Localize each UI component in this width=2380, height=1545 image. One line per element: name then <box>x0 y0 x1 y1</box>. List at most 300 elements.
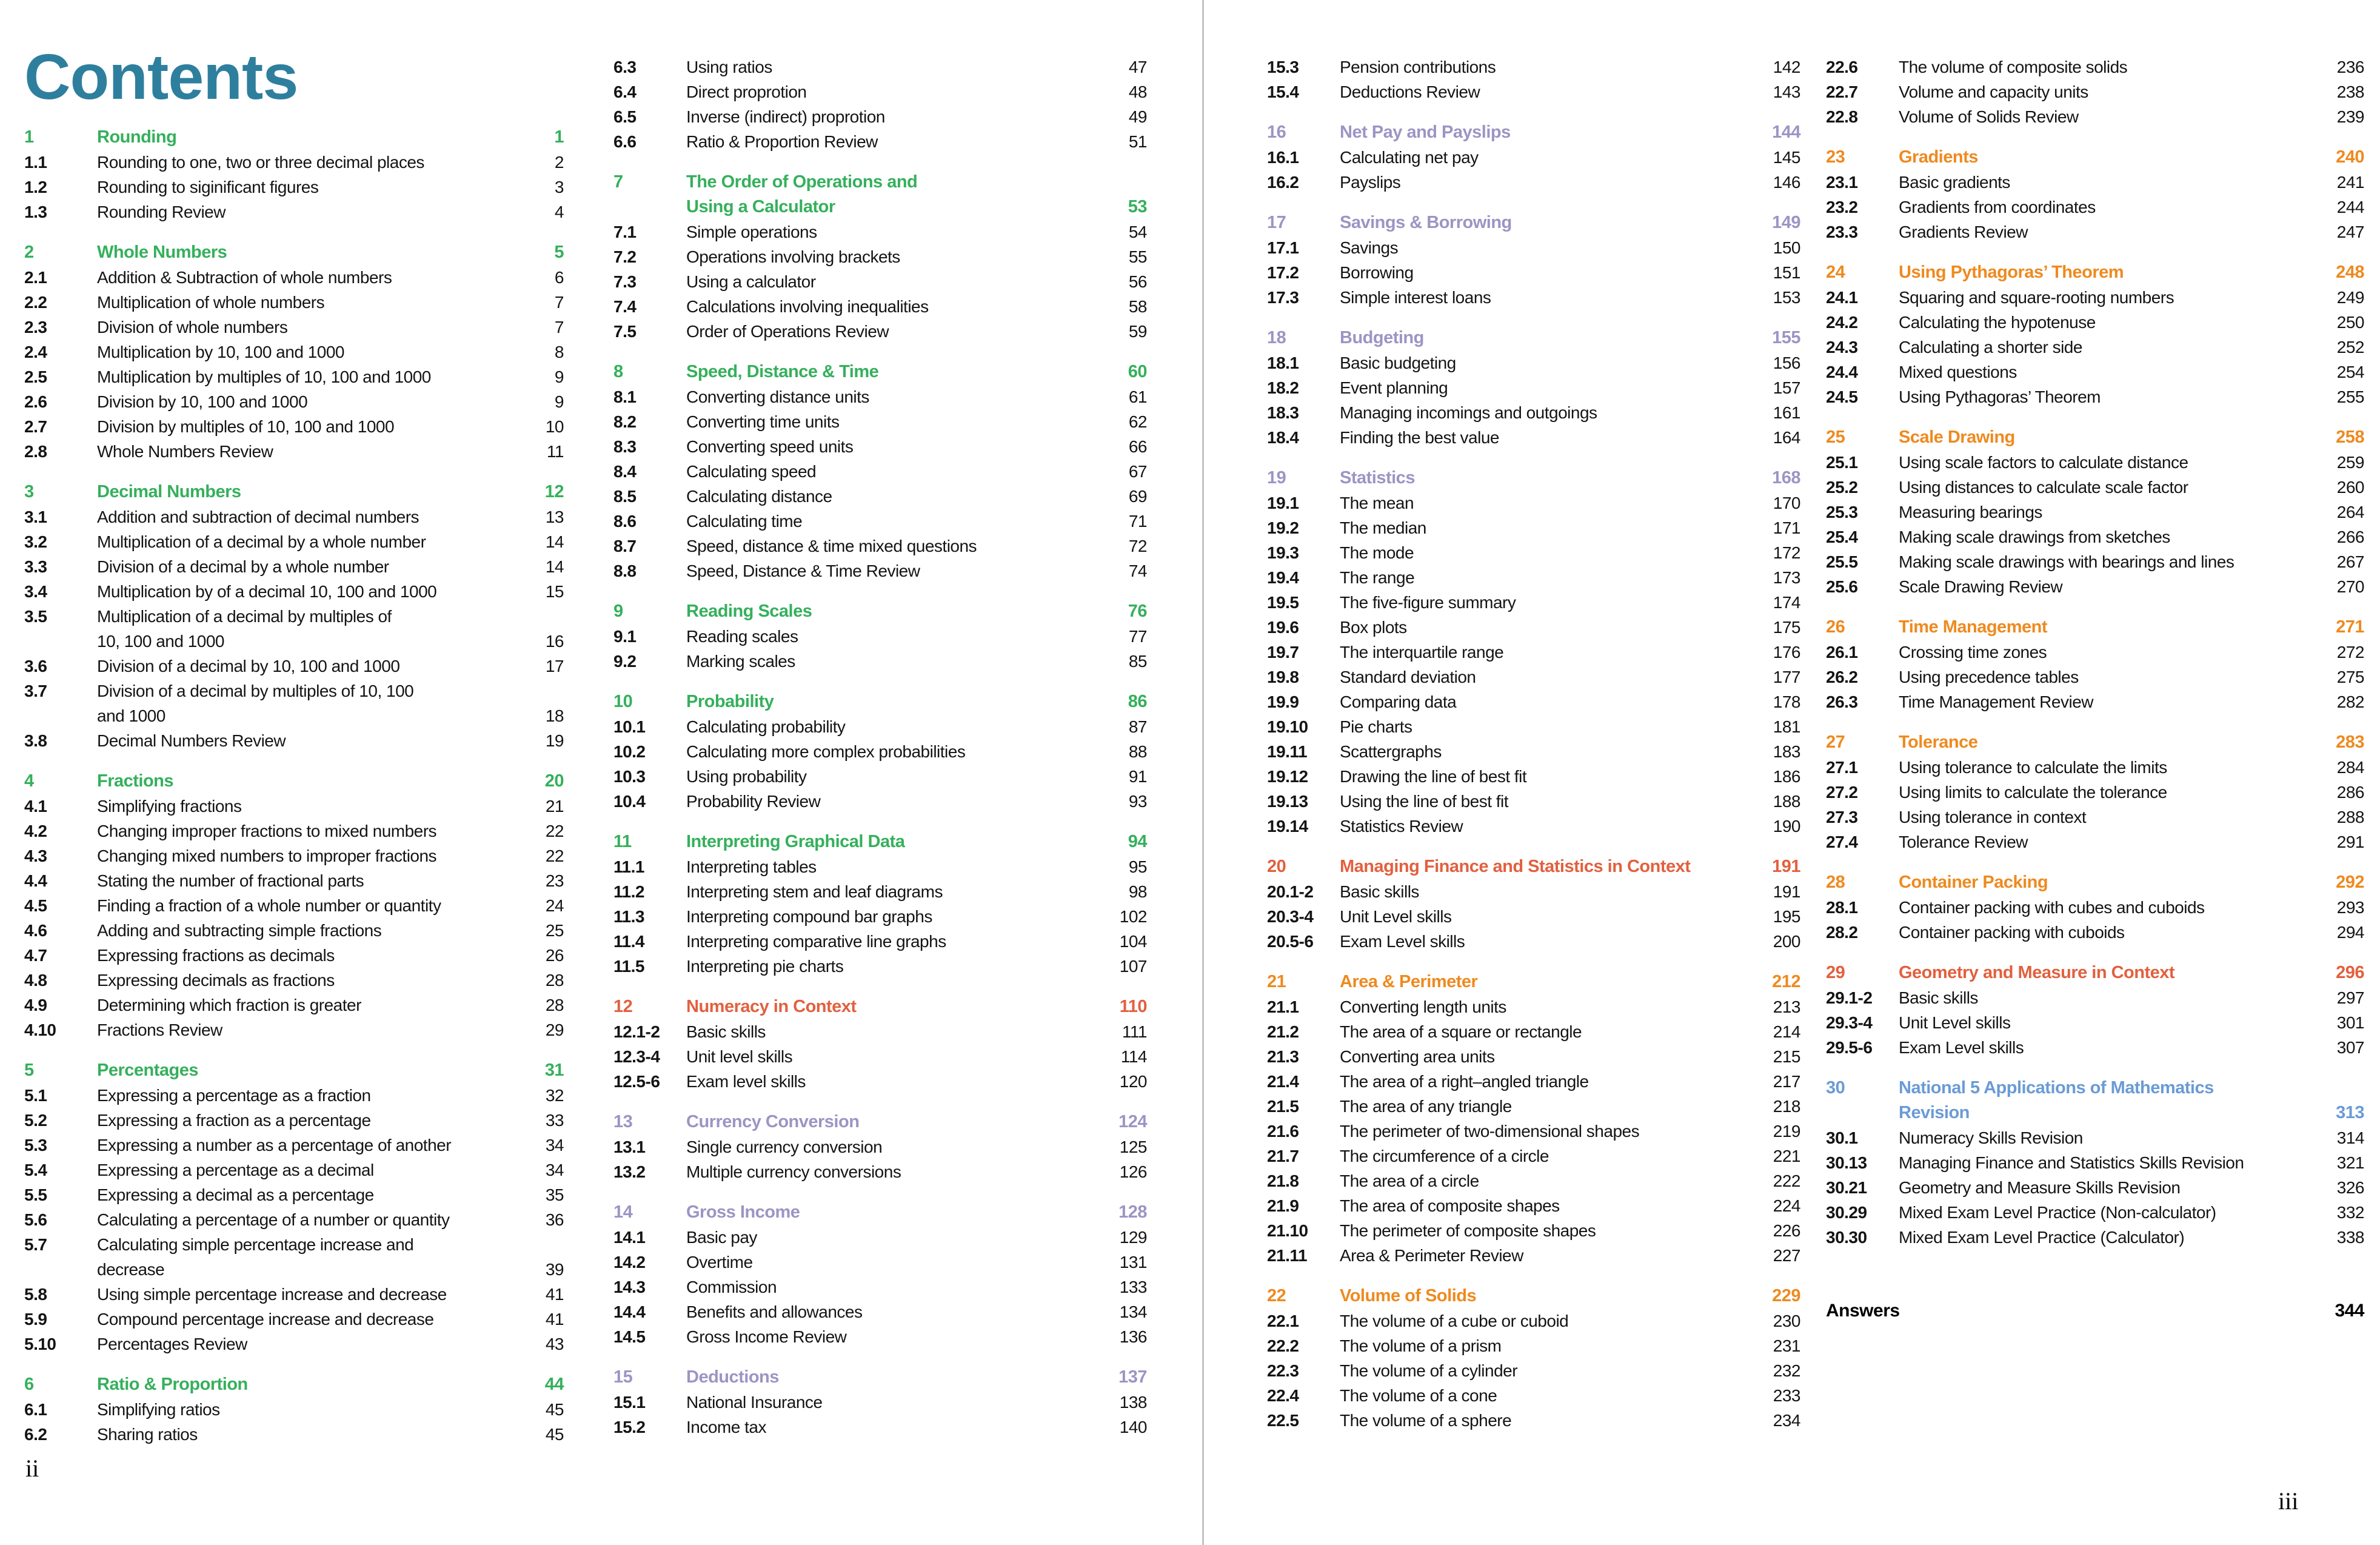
toc-item-row <box>1267 145 1800 170</box>
chapter-row-page: 20 <box>544 771 564 791</box>
toc-item-row <box>613 434 1147 459</box>
toc-item-row-number: 2.3 <box>24 318 47 337</box>
toc-item-row-page: 321 <box>2336 1153 2364 1172</box>
toc-item-row-number: 2.4 <box>24 343 47 361</box>
toc-item-row <box>24 794 564 819</box>
toc-item-row-page: 102 <box>1119 907 1147 926</box>
toc-item-row <box>1826 805 2364 829</box>
toc-item-row-page: 49 <box>1128 107 1147 126</box>
toc-item-row-number: 11.3 <box>613 907 644 926</box>
toc-item-row-title: Finding the best value <box>1340 428 1499 447</box>
toc-item-row-page: 264 <box>2336 503 2364 521</box>
toc-item-row-number: 15.1 <box>613 1393 646 1412</box>
toc-item-row-page: 69 <box>1128 487 1147 506</box>
toc-item-row <box>1267 1408 1800 1433</box>
toc-item-row-page: 55 <box>1128 247 1147 266</box>
toc-item-row-number: 3.6 <box>24 657 47 675</box>
toc-item-row-page: 177 <box>1773 668 1800 686</box>
toc-item-row-page: 227 <box>1773 1246 1800 1265</box>
toc-item-row-page: 51 <box>1128 132 1147 151</box>
toc-item-row-page: 87 <box>1128 717 1147 736</box>
toc-item-row-number: 24.3 <box>1826 338 1858 357</box>
toc-item-row-page: 217 <box>1773 1072 1800 1091</box>
toc-item-row-title: Converting area units <box>1340 1047 1495 1066</box>
chapter-row <box>1826 260 2364 285</box>
toc-item-row <box>613 1134 1147 1159</box>
toc-item-row <box>1267 689 1800 714</box>
toc-item-row <box>613 1069 1147 1094</box>
toc-item-row <box>24 579 564 604</box>
toc-item-row-number: 2.6 <box>24 392 47 411</box>
toc-item-row-title: Multiplication by 10, 100 and 1000 <box>97 343 344 361</box>
toc-item-row-title: Gradients Review <box>1899 223 2028 241</box>
toc-item-row-title: Using ratios <box>686 58 772 76</box>
toc-item-row-title: The five-figure summary <box>1340 593 1516 612</box>
chapter-row-page: 5 <box>554 243 564 262</box>
toc-item-row <box>1826 170 2364 195</box>
toc-item-row-number: 4.7 <box>24 946 47 965</box>
toc-item-row-title: Sharing ratios <box>97 1425 198 1444</box>
toc-item-row-title: Expressing a fraction as a percentage <box>97 1111 371 1130</box>
chapter-row-number: 15 <box>613 1367 633 1387</box>
toc-item-row-title: The volume of a cube or cuboid <box>1340 1312 1569 1330</box>
toc-item-row-title: Converting time units <box>686 412 840 431</box>
chapter-row-page: 44 <box>544 1375 564 1394</box>
toc-item-row <box>613 854 1147 879</box>
toc-item-row-title: Comparing data <box>1340 692 1457 711</box>
toc-item-row-title: Finding a fraction of a whole number or quantity <box>97 896 441 915</box>
toc-item-row-number: 15.2 <box>613 1418 646 1436</box>
toc-item-row-title: Calculating distance <box>686 487 832 506</box>
toc-item-row-title: Changing mixed numbers to improper fractions <box>97 846 437 865</box>
toc-item-row-number: 19.9 <box>1267 692 1299 711</box>
toc-item-row-number: 25.4 <box>1826 528 1858 546</box>
toc-item-row-number: 22.6 <box>1826 58 1858 76</box>
toc-item-row <box>24 843 564 868</box>
chapter-row-number: 8 <box>613 362 623 381</box>
toc-item-row-title: Ratio & Proportion Review <box>686 132 878 151</box>
toc-item-row-page: 254 <box>2336 363 2364 381</box>
toc-item-row-title: Calculating speed <box>686 462 817 481</box>
toc-item-row <box>1826 524 2364 549</box>
toc-item-row-title: Calculating simple percentage increase and <box>97 1235 414 1254</box>
toc-item-row-number: 22.2 <box>1267 1336 1299 1355</box>
toc-item-row-title: The perimeter of composite shapes <box>1340 1221 1596 1240</box>
toc-item-row-page: 238 <box>2336 82 2364 101</box>
toc-item-row <box>24 265 564 290</box>
toc-item-row <box>1826 55 2364 79</box>
toc-item-row-title: Operations involving brackets <box>686 247 900 266</box>
toc-item-row-title: The circumference of a circle <box>1340 1147 1549 1165</box>
toc-item-row <box>1826 335 2364 360</box>
toc-item-row <box>613 220 1147 244</box>
toc-item-row-number: 4.2 <box>24 822 47 840</box>
chapter-row-page: 292 <box>2336 873 2364 892</box>
toc-item-row <box>24 1422 564 1447</box>
toc-item-row-number: 4.8 <box>24 971 47 990</box>
toc-item-row-page: 195 <box>1773 907 1800 926</box>
toc-item-row-page: 41 <box>545 1310 564 1329</box>
toc-item-row-title: Area & Perimeter Review <box>1340 1246 1523 1265</box>
toc-item-row <box>24 968 564 993</box>
toc-item-row <box>613 294 1147 319</box>
toc-item-row-number: 27.1 <box>1826 758 1858 777</box>
toc-item-row-page: 26 <box>545 946 564 965</box>
toc-item-row <box>613 1275 1147 1299</box>
toc-item-row-page: 47 <box>1128 58 1147 76</box>
toc-item-row-title: The mode <box>1340 543 1414 562</box>
toc-item-row-page: 181 <box>1773 717 1800 736</box>
toc-item-row-page: 62 <box>1128 412 1147 431</box>
toc-item-row-title: Multiplication of a decimal by a whole number <box>97 532 426 551</box>
toc-item-row <box>1267 1358 1800 1383</box>
chapter-row-title: Net Pay and Payslips <box>1340 122 1511 142</box>
chapter-row-title: Deductions <box>686 1367 779 1387</box>
right-page-number: iii <box>2278 1487 2299 1515</box>
chapter-row-page: 271 <box>2336 617 2364 637</box>
toc-item-row-page: 134 <box>1119 1302 1147 1321</box>
toc-item-row <box>24 604 564 629</box>
toc-item-row-title: Unit level skills <box>686 1047 793 1066</box>
chapter-row-page: 86 <box>1128 692 1147 711</box>
toc-item-row-title: Reading scales <box>686 627 798 646</box>
toc-item-row <box>1826 384 2364 409</box>
chapter-row-number: 1 <box>24 127 34 147</box>
toc-item-row-title: Fractions Review <box>97 1021 222 1039</box>
toc-item-row-title: Using the line of best fit <box>1340 792 1509 811</box>
toc-item-row-page: 95 <box>1128 857 1147 876</box>
toc-item-row-number: 13.1 <box>613 1138 646 1156</box>
toc-item-row-title: The range <box>1340 568 1415 587</box>
toc-item-row-page: 250 <box>2336 313 2364 332</box>
chapter-row-title: Numeracy in Context <box>686 997 857 1016</box>
toc-item-row-title: National Insurance <box>686 1393 823 1412</box>
toc-item-row-number: 4.9 <box>24 996 47 1014</box>
toc-item-row <box>613 319 1147 344</box>
chapter-row-title: National 5 Applications of Mathematics <box>1899 1078 2214 1098</box>
toc-item-row <box>1826 104 2364 129</box>
toc-item-row-number: 21.1 <box>1267 997 1299 1016</box>
toc-item-row <box>1826 665 2364 689</box>
toc-item-row-page: 314 <box>2336 1128 2364 1147</box>
toc-item-row-page: 307 <box>2336 1038 2364 1057</box>
toc-item-row-title: Probability Review <box>686 792 821 811</box>
toc-item-row-number: 29.5-6 <box>1826 1038 1873 1057</box>
toc-item-row-number: 7.1 <box>613 223 637 241</box>
chapter-row-page: 191 <box>1772 857 1800 876</box>
toc-item-row-title: Calculating more complex probabilities <box>686 742 966 761</box>
toc-item-row <box>1267 665 1800 689</box>
toc-item-row-page: 11 <box>546 442 564 461</box>
toc-item-row <box>1267 764 1800 789</box>
toc-item-row <box>1267 285 1800 310</box>
toc-item-row-page: 126 <box>1119 1162 1147 1181</box>
chapter-row-number: 26 <box>1826 617 1845 637</box>
chapter-row-title: Statistics <box>1340 468 1415 488</box>
chapter-row-number: 14 <box>613 1202 633 1222</box>
toc-item-row-number: 25.1 <box>1826 453 1858 472</box>
toc-item-row-title: Benefits and allowances <box>686 1302 863 1321</box>
chapter-row-title: Area & Perimeter <box>1340 972 1478 991</box>
toc-item-row-page: 241 <box>2336 173 2364 192</box>
chapter-row-number: 17 <box>1267 213 1286 232</box>
toc-item-row-title: Using simple percentage increase and decrease <box>97 1285 447 1304</box>
chapter-row-number: 19 <box>1267 468 1286 488</box>
toc-item-row-title: Expressing fractions as decimals <box>97 946 335 965</box>
chapter-row-continued <box>613 195 1147 220</box>
toc-item-row-page: 183 <box>1773 742 1800 761</box>
chapter-row-page: 110 <box>1119 997 1147 1016</box>
toc-item-row-number: 5.8 <box>24 1285 47 1304</box>
toc-item-row-title: Single currency conversion <box>686 1138 883 1156</box>
toc-item-row-page: 270 <box>2336 577 2364 596</box>
toc-item-row-number: 11.5 <box>613 957 644 976</box>
toc-item-row-title: Basic skills <box>686 1022 766 1041</box>
chapter-row-title: Savings & Borrowing <box>1340 213 1512 232</box>
toc-item-row-title: Time Management Review <box>1899 692 2093 711</box>
chapter-row-number: 23 <box>1826 147 1845 167</box>
toc-item-row-title: Container packing with cubes and cuboids <box>1899 898 2205 917</box>
toc-item-row-page: 24 <box>545 896 564 915</box>
toc-item-row-title: Overtime <box>686 1253 753 1272</box>
toc-item-row-number: 22.3 <box>1267 1361 1299 1380</box>
toc-item-row-title: Percentages Review <box>97 1335 247 1353</box>
toc-item-row <box>613 1250 1147 1275</box>
toc-item-row-number: 25.3 <box>1826 503 1858 521</box>
chapter-row-page: 128 <box>1118 1202 1147 1222</box>
toc-item-row-number: 6.3 <box>613 58 637 76</box>
toc-item-row-number: 17.2 <box>1267 263 1299 282</box>
chapter-row-number: 9 <box>613 602 623 621</box>
toc-item-row-number: 2.2 <box>24 293 47 312</box>
toc-item-row-page: 114 <box>1120 1047 1147 1066</box>
toc-item-row-number: 7.3 <box>613 272 637 291</box>
toc-item-row <box>1267 904 1800 929</box>
toc-item-row-title: The volume of a sphere <box>1340 1411 1512 1430</box>
toc-item-row-number: 22.8 <box>1826 107 1858 126</box>
toc-item-row <box>613 714 1147 739</box>
chapter-row <box>613 170 1147 195</box>
chapter-row-page: 258 <box>2336 427 2364 447</box>
chapter-row-page: 248 <box>2336 263 2364 282</box>
chapter-row <box>1826 870 2364 895</box>
chapter-row <box>1267 210 1800 235</box>
toc-item-row-number: 19.13 <box>1267 792 1308 811</box>
toc-item-row-number: 2.7 <box>24 417 47 436</box>
chapter-row <box>1267 970 1800 994</box>
toc-item-row <box>1826 1150 2364 1175</box>
toc-item-row-number: 19.2 <box>1267 518 1299 537</box>
toc-item-row-title: Using limits to calculate the tolerance <box>1899 783 2167 802</box>
toc-item-row-number: 12.3-4 <box>613 1047 660 1066</box>
toc-item-row-title: Stating the number of fractional parts <box>97 871 364 890</box>
toc-item-row-title: Multiplication of whole numbers <box>97 293 325 312</box>
toc-item-row-number: 10.3 <box>613 767 646 786</box>
chapter-row-continued-title: Using a Calculator <box>686 197 835 216</box>
toc-item-row <box>1267 515 1800 540</box>
toc-item-row-number: 21.11 <box>1267 1246 1308 1265</box>
toc-item-row-title: Division by multiples of 10, 100 and 1000 <box>97 417 395 436</box>
toc-item-row <box>613 879 1147 904</box>
toc-item-row-page: 10 <box>545 417 564 436</box>
toc-item-row-title: Using probability <box>686 767 807 786</box>
toc-item-row-title: The perimeter of two-dimensional shapes <box>1340 1122 1640 1141</box>
toc-item-row <box>1826 360 2364 384</box>
chapter-row-page: 31 <box>544 1061 564 1080</box>
toc-item-row-page: 151 <box>1773 263 1800 282</box>
toc-item-row-number: 9.1 <box>613 627 637 646</box>
toc-item-row-page: 120 <box>1119 1072 1147 1091</box>
toc-item-row-number: 21.5 <box>1267 1097 1299 1116</box>
toc-item-row <box>613 1225 1147 1250</box>
toc-item-row <box>24 340 564 364</box>
chapter-row-title: Geometry and Measure in Context <box>1899 963 2175 982</box>
toc-item-row-number: 8.7 <box>613 537 637 555</box>
chapter-row-title: Probability <box>686 692 774 711</box>
toc-item-row-title: Calculating time <box>686 512 803 531</box>
chapter-row <box>613 599 1147 624</box>
toc-item-row <box>24 364 564 389</box>
toc-item-row-page: 136 <box>1119 1327 1147 1346</box>
toc-item-row-page: 143 <box>1773 82 1800 101</box>
toc-item-row-page: 145 <box>1773 148 1800 167</box>
toc-item-row <box>24 1133 564 1158</box>
toc-item-row-page: 142 <box>1773 58 1800 76</box>
toc-item-row-number: 6.2 <box>24 1425 47 1444</box>
toc-item-row-title: Multiplication of a decimal by multiples of <box>97 607 392 626</box>
toc-item-row-number: 30.21 <box>1826 1178 1867 1197</box>
toc-item-row-number: 5.6 <box>24 1210 47 1229</box>
toc-item-row-number: 3.4 <box>24 582 47 601</box>
toc-item-row <box>24 1158 564 1182</box>
toc-item-row <box>1267 1119 1800 1144</box>
toc-item-row <box>1826 1175 2364 1200</box>
toc-item-row-page: 218 <box>1773 1097 1800 1116</box>
toc-item-row-title: Mixed Exam Level Practice (Calculator) <box>1899 1228 2185 1247</box>
toc-item-row-title: Basic skills <box>1899 988 1978 1007</box>
toc-item-row-page: 19 <box>545 731 564 750</box>
toc-item-row-title: Making scale drawings with bearings and lines <box>1899 552 2235 571</box>
toc-item-row-number: 17.3 <box>1267 288 1299 307</box>
toc-item-row-number: 30.1 <box>1826 1128 1858 1147</box>
toc-item-row-title: Addition & Subtraction of whole numbers <box>97 268 392 287</box>
toc-item-row-number: 19.12 <box>1267 767 1308 786</box>
toc-item-row-title: Division of whole numbers <box>97 318 288 337</box>
toc-item-row-page: 291 <box>2336 833 2364 851</box>
toc-item-row-page: 157 <box>1773 378 1800 397</box>
toc-item-row-number: 19.10 <box>1267 717 1308 736</box>
toc-item-row-number: 8.3 <box>613 437 637 456</box>
toc-item-row-title: Rounding to one, two or three decimal places <box>97 153 424 172</box>
toc-item-row-number: 1.3 <box>24 203 47 221</box>
toc-item-row-number: 23.1 <box>1826 173 1858 192</box>
toc-item-row <box>1267 55 1800 79</box>
toc-item-row <box>1826 475 2364 500</box>
toc-item-row-title: Volume and capacity units <box>1899 82 2088 101</box>
chapter-row-title: Scale Drawing <box>1899 427 2015 447</box>
toc-item-row-page: 153 <box>1773 288 1800 307</box>
toc-item-row-page: 150 <box>1773 238 1800 257</box>
toc-item-row-title: Gradients from coordinates <box>1899 198 2096 216</box>
toc-item-row-page: 22 <box>545 822 564 840</box>
toc-item-row <box>1267 1044 1800 1069</box>
chapter-row-number: 4 <box>24 771 34 791</box>
toc-item-row <box>24 943 564 968</box>
toc-item-row <box>24 1397 564 1422</box>
toc-item-row-page: 21 <box>545 797 564 816</box>
toc-item-row <box>24 315 564 340</box>
chapter-row-page: 124 <box>1118 1112 1147 1131</box>
toc-column-1 <box>24 0 564 1447</box>
toc-item-row-title: Rounding to siginificant figures <box>97 178 319 196</box>
toc-item-row-title: Using a calculator <box>686 272 816 291</box>
toc-item-row <box>613 954 1147 979</box>
toc-item-row <box>613 929 1147 954</box>
toc-item-row-title: Unit Level skills <box>1899 1013 2011 1032</box>
toc-item-row-title: Converting length units <box>1340 997 1506 1016</box>
toc-item-row-title: Speed, Distance & Time Review <box>686 561 920 580</box>
chapter-row <box>24 240 564 265</box>
toc-item-row-number: 12.1-2 <box>613 1022 660 1041</box>
toc-item-row-page: 56 <box>1128 272 1147 291</box>
toc-item-row-page: 125 <box>1119 1138 1147 1156</box>
toc-item-row-page: 230 <box>1773 1312 1800 1330</box>
toc-item-row <box>1826 220 2364 244</box>
chapter-row-title: Percentages <box>97 1061 198 1080</box>
chapter-row-page: 168 <box>1772 468 1800 488</box>
toc-item-row-number: 8.5 <box>613 487 637 506</box>
chapter-row-page: 76 <box>1128 602 1147 621</box>
toc-item-row-page: 326 <box>2336 1178 2364 1197</box>
chapter-row <box>1826 730 2364 755</box>
toc-item-row-title: Managing Finance and Statistics Skills Revision <box>1899 1153 2244 1172</box>
toc-item-row-page: 58 <box>1128 297 1147 316</box>
toc-item-row-page: 85 <box>1128 652 1147 671</box>
chapter-row-title: Reading Scales <box>686 602 812 621</box>
toc-item-row <box>1267 1243 1800 1268</box>
toc-item-row-number: 14.1 <box>613 1228 646 1247</box>
toc-item-row-title: Squaring and square-rooting numbers <box>1899 288 2174 307</box>
toc-item-row <box>613 79 1147 104</box>
toc-item-row-number: 7.5 <box>613 322 637 341</box>
toc-item-row-title: Changing improper fractions to mixed numbers <box>97 822 437 840</box>
toc-item-row-number: 24.4 <box>1826 363 1858 381</box>
toc-item-row-page: 131 <box>1119 1253 1147 1272</box>
toc-item-row-title: Interpreting compound bar graphs <box>686 907 932 926</box>
toc-item-row <box>613 1019 1147 1044</box>
toc-item-row <box>613 1415 1147 1439</box>
toc-item-row-page: 232 <box>1773 1361 1800 1380</box>
chapter-row-title: Container Packing <box>1899 873 2048 892</box>
toc-item-row <box>613 409 1147 434</box>
toc-item-row-page: 77 <box>1128 627 1147 646</box>
toc-item-row-number: 19.8 <box>1267 668 1299 686</box>
toc-item-row <box>1826 689 2364 714</box>
toc-column-3 <box>1267 55 1800 1433</box>
toc-item-row <box>1267 170 1800 195</box>
toc-item-row <box>1826 780 2364 805</box>
toc-item-row-number: 24.5 <box>1826 387 1858 406</box>
toc-item-row-title: Geometry and Measure Skills Revision <box>1899 1178 2181 1197</box>
toc-item-row-page: 255 <box>2336 387 2364 406</box>
toc-item-row <box>1267 1218 1800 1243</box>
toc-item-row <box>24 150 564 175</box>
chapter-row-number: 11 <box>613 832 632 851</box>
chapter-row-title: Whole Numbers <box>97 243 227 262</box>
toc-item-row-number: 22.1 <box>1267 1312 1299 1330</box>
toc-item-row-page: 338 <box>2336 1228 2364 1247</box>
toc-item-row <box>24 199 564 224</box>
